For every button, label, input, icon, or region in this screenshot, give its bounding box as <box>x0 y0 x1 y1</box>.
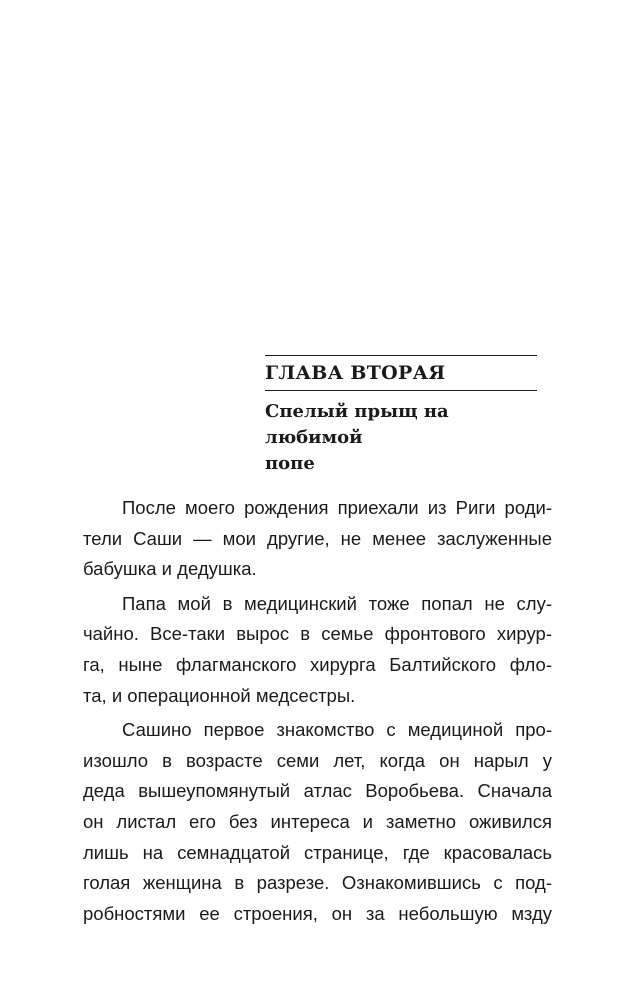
text-line: га, ныне флагманского хирурга Балтийского фло- <box>83 653 552 675</box>
bottom-rule <box>265 390 537 391</box>
paragraph <box>83 493 552 585</box>
body-text <box>83 493 552 929</box>
chapter-title-line: Спелый прыщ на любимой <box>265 401 449 448</box>
chapter-title-line: попе <box>265 453 315 474</box>
paragraph <box>83 715 552 929</box>
text-line: изошло в возрасте семи лет, когда он нарыл у <box>83 749 552 771</box>
text-line: робностями ее строения, он за небольшую мзду <box>83 902 552 924</box>
text-line: лишь на семнадцатой странице, где красовалась <box>83 841 552 863</box>
text-line: Папа мой в медицинский тоже попал не слу- <box>122 592 552 614</box>
text-line: чайно. Все-таки вырос в семье фронтового хирур- <box>83 623 552 645</box>
text-line: бабушка и дедушка. <box>83 558 257 580</box>
text-line: После моего рождения приехали из Риги роди- <box>122 497 552 518</box>
text-line: деда вышеупомянутый атлас Воробьева. Сначала <box>83 780 552 802</box>
text-line: тели Саши — мои другие, не менее заслуженные <box>83 527 552 549</box>
paragraph <box>83 589 552 711</box>
chapter-heading <box>265 355 537 477</box>
text-line: Сашино первое знакомство с медициной про- <box>122 719 552 741</box>
chapter-title <box>265 399 543 477</box>
text-line: та, и операционной медсестры. <box>83 684 356 706</box>
text-line: он листал его без интереса и заметно оживился <box>83 810 552 832</box>
text-line: голая женщина в разрезе. Ознакомившись с под- <box>83 872 552 894</box>
chapter-label: ГЛАВА ВТОРАЯ <box>265 362 446 384</box>
